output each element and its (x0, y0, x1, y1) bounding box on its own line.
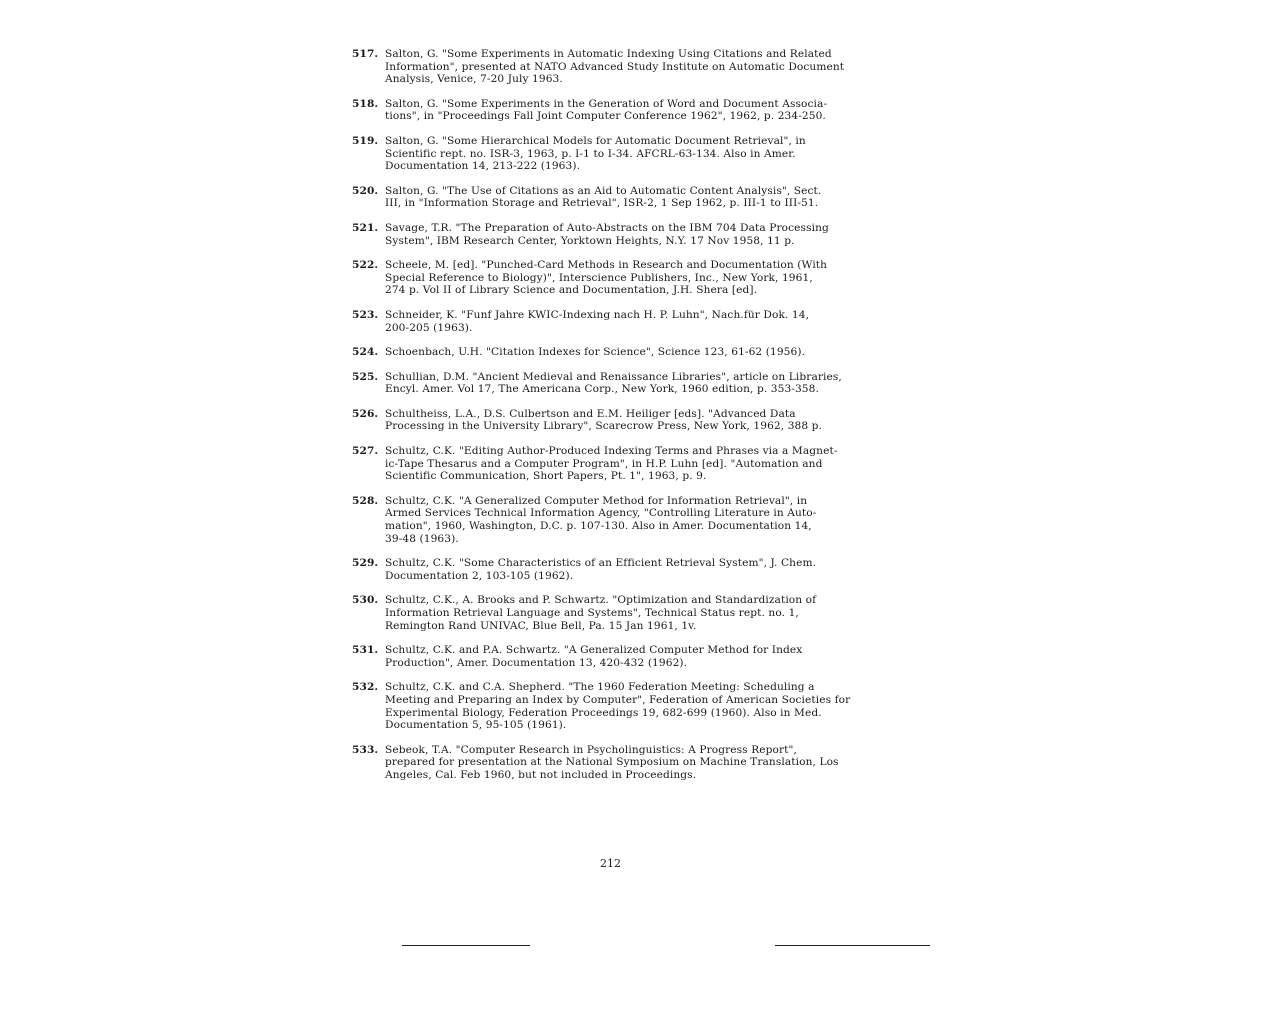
entry-line: Schultz, C.K. "A Generalized Computer Method for Information Retrieval", in (385, 494, 808, 507)
entry-line: Salton, G. "Some Experiments in the Generation of Word and Document Associa- (385, 97, 828, 110)
entry-text (385, 594, 882, 632)
entry-line: mation", 1960, Washington, D.C. p. 107-130. Also in Amer. Documentation 14, (385, 520, 812, 533)
entry-line: Salton, G. "The Use of Citations as an Aid to Automatic Content Analysis", Sect. (385, 184, 822, 197)
bibliography-entry (352, 185, 882, 210)
entry-number: 520. (352, 184, 379, 197)
bibliography-entry (352, 346, 882, 359)
bibliography-entry (352, 259, 882, 297)
bibliography-entry (352, 594, 882, 632)
bibliography-entry (352, 744, 882, 782)
entry-line: Schultz, C.K. and C.A. Shepherd. "The 1960 Federation Meeting: Scheduling a (385, 681, 815, 694)
entry-text (385, 259, 882, 297)
entry-number: 533. (352, 743, 379, 756)
entry-number: 522. (352, 259, 379, 272)
entry-line: Schoenbach, U.H. "Citation Indexes for Science", Science 123, 61-62 (1956). (385, 346, 806, 359)
entry-line: Schullian, D.M. "Ancient Medieval and Renaissance Libraries", article on Libraries, (385, 370, 842, 383)
entry-number: 521. (352, 221, 379, 234)
entry-line: Production", Amer. Documentation 13, 420-432 (1962). (385, 656, 688, 669)
entry-text (385, 98, 882, 123)
entry-text (385, 185, 882, 210)
bibliography-entry (352, 98, 882, 123)
bibliography-list (352, 48, 882, 782)
bibliography-entry (352, 309, 882, 334)
bibliography-entry (352, 445, 882, 483)
entry-number: 519. (352, 134, 379, 147)
entry-line: Schultz, C.K. and P.A. Schwartz. "A Generalized Computer Method for Index (385, 644, 803, 657)
entry-text (385, 644, 882, 669)
entry-line: Documentation 2, 103-105 (1962). (385, 569, 574, 582)
entry-line: Experimental Biology, Federation Proceedings 19, 682-699 (1960). Also in Med. (385, 706, 822, 719)
footer-rule-left (402, 945, 530, 946)
entry-number: 526. (352, 407, 379, 420)
entry-number: 524. (352, 346, 379, 359)
entry-line: ic-Tape Thesarus and a Computer Program", in H.P. Luhn [ed]. "Automation and (385, 457, 823, 470)
entry-line: Scientific rept. no. ISR-3, 1963, p. I-1 to I-34. AFCRL-63-134. Also in Amer. (385, 147, 796, 160)
entry-line: prepared for presentation at the National Symposium on Machine Translation, Los (385, 756, 839, 769)
entry-line: Meeting and Preparing an Index by Computer", Federation of American Societies for (385, 693, 851, 706)
entry-text (385, 222, 882, 247)
entry-line: Sebeok, T.A. "Computer Research in Psycholinguistics: A Progress Report", (385, 743, 797, 756)
entry-line: III, in "Information Storage and Retrieval", ISR-2, 1 Sep 1962, p. III-1 to III-51. (385, 197, 819, 210)
entry-line: Salton, G. "Some Experiments in Automatic Indexing Using Citations and Related (385, 48, 832, 60)
entry-line: Schultz, C.K. "Some Characteristics of an Efficient Retrieval System", J. Chem. (385, 557, 817, 570)
entry-line: Schultheiss, L.A., D.S. Culbertson and E.M. Heiliger [eds]. "Advanced Data (385, 407, 796, 420)
entry-line: 39-48 (1963). (385, 532, 459, 545)
bibliography-entry (352, 48, 882, 86)
entry-text (385, 744, 882, 782)
entry-text (385, 495, 882, 545)
entry-line: Armed Services Technical Information Agency, "Controlling Literature in Auto- (385, 507, 817, 520)
entry-line: Information Retrieval Language and Systems", Technical Status rept. no. 1, (385, 607, 799, 619)
entry-line: Schneider, K. "Funf Jahre KWIC-Indexing nach H. P. Luhn", Nach.für Dok. 14, (385, 308, 810, 321)
bibliography-entry (352, 135, 882, 173)
bibliography-entry (352, 644, 882, 669)
entry-line: 200-205 (1963). (385, 321, 473, 334)
bibliography-entry (352, 408, 882, 433)
entry-line: Analysis, Venice, 7-20 July 1963. (385, 73, 563, 86)
entry-number: 517. (352, 48, 379, 60)
entry-line: Angeles, Cal. Feb 1960, but not included in Proceedings. (385, 768, 697, 781)
entry-text (385, 681, 882, 731)
entry-text (385, 371, 882, 396)
entry-number: 531. (352, 644, 379, 657)
entry-line: Documentation 5, 95-105 (1961). (385, 719, 567, 732)
entry-line: Processing in the University Library", Scarecrow Press, New York, 1962, 388 p. (385, 420, 823, 433)
entry-line: Encyl. Amer. Vol 17, The Americana Corp., New York, 1960 edition, p. 353-358. (385, 383, 819, 396)
bibliography-entry (352, 371, 882, 396)
entry-number: 523. (352, 308, 379, 321)
entry-text (385, 309, 882, 334)
entry-line: Remington Rand UNIVAC, Blue Bell, Pa. 15 Jan 1961, 1v. (385, 619, 697, 632)
entry-line: tions", in "Proceedings Fall Joint Computer Conference 1962", 1962, p. 234-250. (385, 110, 826, 123)
entry-line: Scientific Communication, Short Papers, Pt. 1", 1963, p. 9. (385, 470, 707, 483)
entry-line: Special Reference to Biology)", Interscience Publishers, Inc., New York, 1961, (385, 271, 813, 284)
entry-number: 528. (352, 494, 379, 507)
entry-line: Schultz, C.K., A. Brooks and P. Schwartz. "Optimization and Standardization of (385, 594, 817, 607)
bibliography-entry (352, 222, 882, 247)
entry-number: 529. (352, 557, 379, 570)
entry-line: Information", presented at NATO Advanced Study Institute on Automatic Document (385, 60, 845, 73)
entry-text (385, 48, 882, 86)
entry-line: Schultz, C.K. "Editing Author-Produced Indexing Terms and Phrases via a Magnet- (385, 445, 838, 458)
entry-text (385, 557, 882, 582)
entry-text (385, 408, 882, 433)
bibliography-entry (352, 495, 882, 545)
entry-line: Scheele, M. [ed]. "Punched-Card Methods in Research and Documentation (With (385, 259, 828, 272)
entry-text (385, 445, 882, 483)
entry-line: Salton, G. "Some Hierarchical Models for Automatic Document Retrieval", in (385, 134, 806, 147)
entry-number: 527. (352, 445, 379, 458)
page-number: 212 (600, 857, 621, 870)
entry-number: 532. (352, 681, 379, 694)
entry-text (385, 346, 882, 359)
entry-line: System", IBM Research Center, Yorktown Heights, N.Y. 17 Nov 1958, 11 p. (385, 234, 795, 247)
entry-number: 518. (352, 97, 379, 110)
footer-rule-right (775, 945, 930, 946)
entry-number: 525. (352, 370, 379, 383)
bibliography-entry (352, 557, 882, 582)
entry-line: Savage, T.R. "The Preparation of Auto-Abstracts on the IBM 704 Data Processing (385, 221, 829, 234)
entry-number: 530. (352, 594, 379, 607)
entry-line: Documentation 14, 213-222 (1963). (385, 160, 581, 173)
entry-text (385, 135, 882, 173)
entry-line: 274 p. Vol II of Library Science and Documentation, J.H. Shera [ed]. (385, 284, 758, 297)
bibliography-entry (352, 681, 882, 731)
